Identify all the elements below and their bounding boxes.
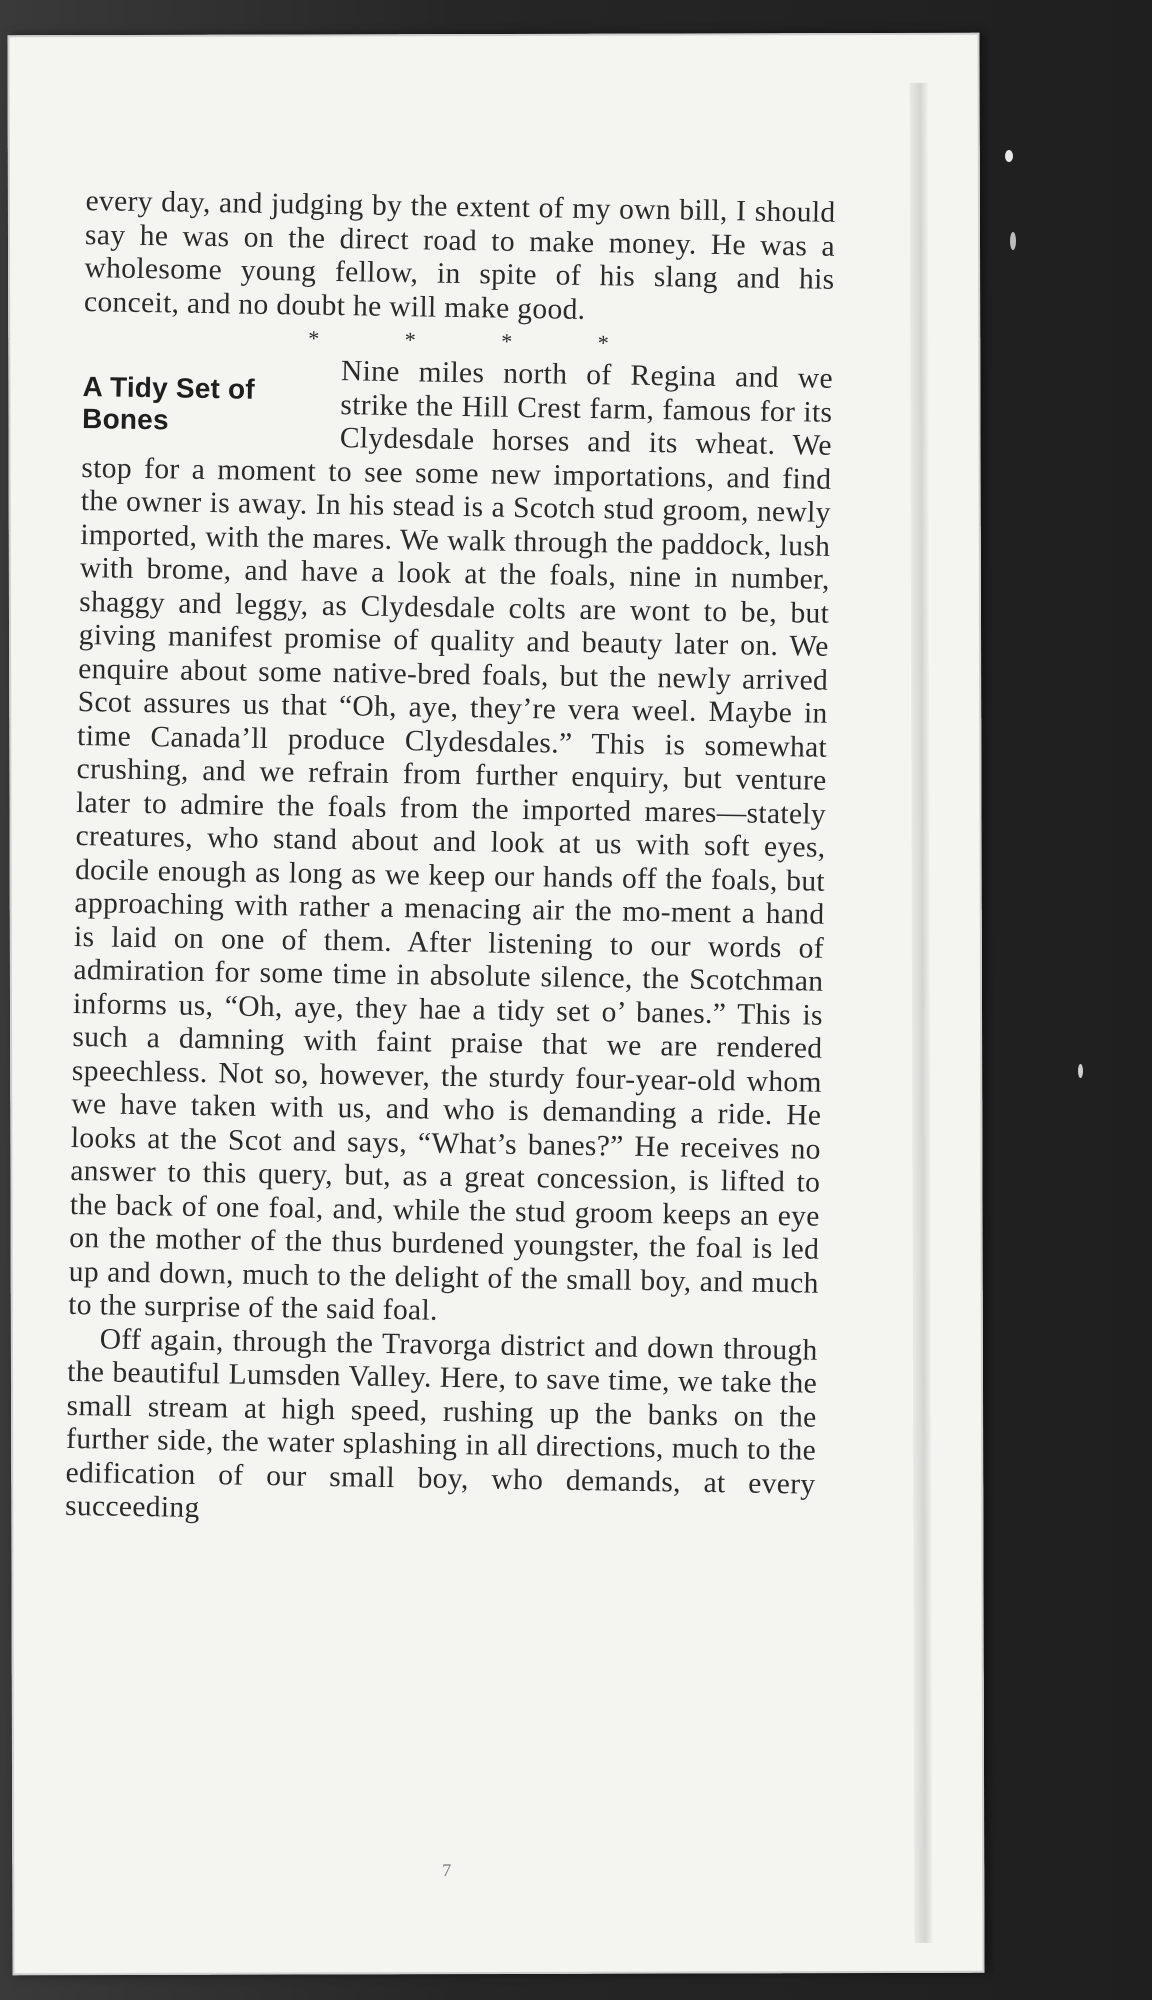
page-number: 7 [442,1860,452,1881]
section-sidehead [82,371,323,439]
paragraph-main: Nine miles north of Regina and we strike the Hill Crest farm, famous for its Clydesdale horses and its wheat. We stop for a moment to see some new importations, and find the owner is away. In his stead is a Scotch stud groom, newly imported, with the mares. We walk through the paddock, lush with brome, and have a look at the foals, nine in number, shaggy and leggy, as Clydesdale colts are wont to be, but giving manifest promise of quality and beauty later on. We enquire about some native-bred foals, but the newly arrived Scot assures us that “Oh, aye, they’re vera weel. Maybe in time Canada’ll produce Clydesdales.” This is somewhat crushing, and we refrain from further enquiry, but venture later to admire the foals from the imported mares—stately creatures, who stand about and look at us with soft eyes, docile enough as long as we keep our hands off the foals, but approaching with rather a menacing air the mo-ment a hand is laid on one of them. After listening to our words of admiration for some time in absolute silence, the Scotchman informs us, “Oh, aye, they hae a tidy set o’ banes.” This is such a damning with faint praise that we are rendered speechless. Not so, however, the sturdy four-year-old whom we have taken with us, and who is demanding a ride. He looks at the Scot and says, “What’s banes?” He receives no answer to this query, but, as a great concession, is lifted to the back of one foal, and, while the stud groom keeps an eye on the mother of the thus burdened youngster, the foal is led up and down, much to the delight of the small boy, and much to the surprise of the said foal. [68,355,834,1327]
dust-speck [1078,1064,1083,1078]
section-separator: * * * * [308,325,649,356]
book-page [7,33,984,1976]
sidehead-line-2: Bones [81,403,169,436]
page-body [65,185,836,1535]
sidehead-line-1: A Tidy Set of [82,371,256,405]
dust-speck [1010,232,1016,250]
paragraph-last: Off again, through the Travorga district and down through the beautiful Lumsden Valley. Here, to save time, we take the small stream at high speed, rushing up the banks on the further side, the water splashing in all directions, much to the edification of our small boy, who demands, at every succeeding [64,1322,818,1525]
page-edge [910,83,933,1943]
dust-speck [1005,150,1013,162]
paragraph-continued: every day, and judging by the extent of my own bill, I should say he was on the direct road to make money. He was a wholesome young fellow, in spite of his slang and his conceit, and no doubt he will make good. [83,185,836,326]
